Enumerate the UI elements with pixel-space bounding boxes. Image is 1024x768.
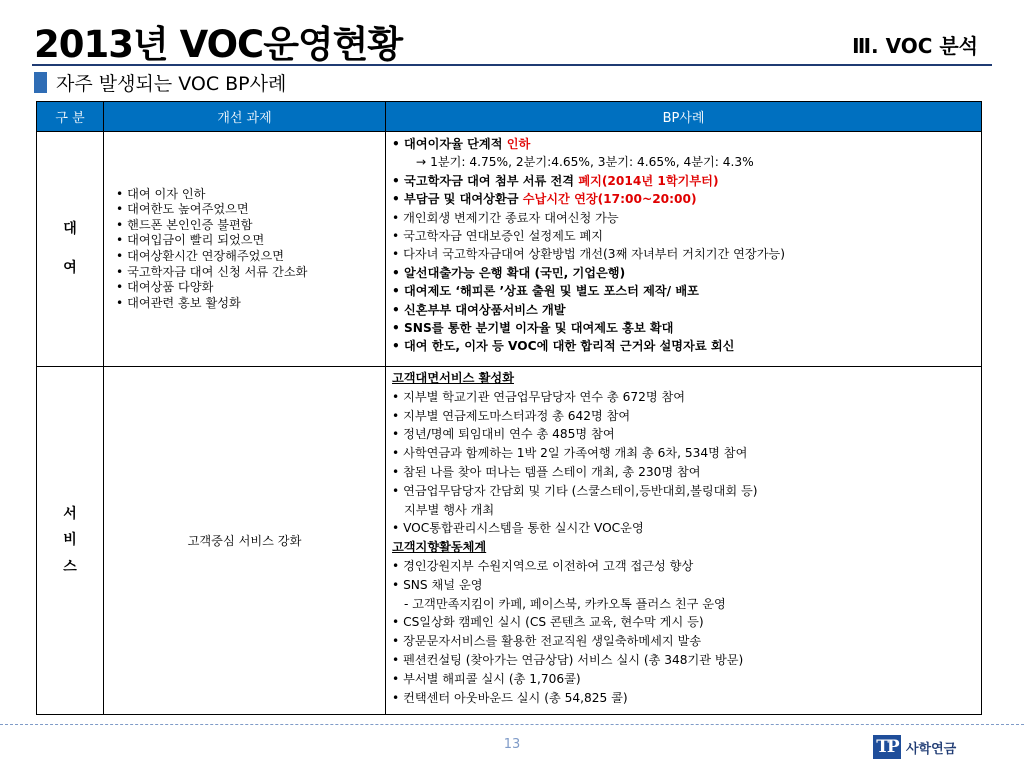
bp-item: • 알선대출가능 은행 확대 (국민, 기업은행) [392,265,626,280]
page-number: 13 [503,737,521,752]
bp-item: • 국고학자금 연대보증인 설정제도 폐지 [392,229,604,244]
category-cell-service [37,367,104,715]
bp-subheading: 고객대면서비스 활성화 [392,371,514,385]
bp-item: • VOC통합관리시스템을 통한 실시간 VOC운영 [392,521,644,536]
footer-divider [0,724,1024,725]
bp-item: • 대여제도 ‘해피론 ’상표 출원 및 별도 포스터 제작/ 배포 [392,284,699,299]
bp-item: • 경인강원지부 수원지역으로 이전하여 고객 접근성 향상 [392,558,694,573]
bp-item: • 펜션컨설팅 (찾아가는 연금상담) 서비스 실시 (총 348기관 방문) [392,652,744,667]
bp-item: • 국고학자금 대여 첨부 서류 전격 폐지(2014년 1학기부터) [392,173,719,188]
bp-item: • 사학연금과 함께하는 1박 2일 가족여행 개최 총 6차, 534명 참여 [392,446,748,461]
bp-item-continuation: - 고객만족지킴이 카페, 페이스북, 카카오톡 플러스 친구 운영 [404,596,726,611]
bullet-square-icon [34,72,47,93]
highlight-text: 폐지(2014년 1학기부터) [578,173,719,188]
category-char: 스 [63,558,77,575]
logo-text: 사학연금 [906,741,957,757]
bp-item: • SNS 채널 운영 [392,577,483,592]
highlight-text: 수납시간 연장(17:00~20:00) [522,192,697,207]
column-header-task: 개선 과제 [104,102,386,132]
task-item: • 대여한도 높여주었으면 [116,202,249,217]
bp-cell-loan [386,132,982,367]
bp-item: • 다자녀 국고학자금대여 상환방법 개선(3째 자녀부터 거치기간 연장가능) [392,247,785,262]
task-item: • 대여입금이 빨리 되었으면 [116,233,265,248]
bp-item-continuation: 지부별 행사 개최 [404,502,495,517]
company-logo [873,735,956,759]
subtitle-text: 자주 발생되는 VOC BP사례 [56,72,287,95]
column-header-category: 구 분 [37,102,104,132]
column-header-bp: BP사례 [386,102,982,132]
bp-item: • 신혼부부 대여상품서비스 개발 [392,302,566,317]
bp-item: • 지부별 연금제도마스터과정 총 642명 참여 [392,408,631,423]
bp-item: • CS일상화 캠페인 실시 (CS 콘텐츠 교육, 현수막 게시 등) [392,615,704,630]
page-title: 2013년 VOC운영현황 [34,23,403,66]
category-char: 비 [63,532,77,549]
bp-cell-service [386,367,982,715]
tp-logo-icon: TP [873,735,901,759]
bp-item: → 1분기: 4.75%, 2분기:4.65%, 3분기: 4.65%, 4분기: 4.3% [416,155,754,170]
task-item: • 국고학자금 대여 신청 서류 간소화 [116,264,308,279]
voc-bp-table [36,101,982,715]
task-item: • 대여관련 홍보 활성화 [116,295,241,310]
bp-item: • SNS를 통한 분기별 이자율 및 대여제도 홍보 확대 [392,321,674,336]
task-item: • 대여상품 다양화 [116,280,214,295]
task-item: • 핸드폰 본인인증 불편함 [116,217,253,232]
table-row-loan [37,132,982,367]
task-cell-loan [104,132,386,367]
task-item: • 대여상환시간 연장해주었으면 [116,249,284,263]
bp-item: • 개인회생 변제기간 종료자 대여신청 가능 [392,210,619,225]
category-char: 대 [63,221,77,238]
bp-item: • 대여 한도, 이자 등 VOC에 대한 합리적 근거와 설명자료 회신 [392,339,735,354]
section-label: Ⅲ. VOC 분석 [852,34,978,58]
category-cell-loan [37,132,104,367]
bp-item: • 컨택센터 아웃바운드 실시 (총 54,825 콜) [392,690,628,705]
bp-item: • 정년/명예 퇴임대비 연수 총 485명 참여 [392,427,615,442]
bp-item: • 부서별 해피콜 실시 (총 1,706콜) [392,671,581,686]
table-header-row [37,102,982,132]
bp-item: • 연금업무담당자 간담회 및 기타 (스쿨스테이,등반대회,볼링대회 등) [392,483,758,498]
subtitle [34,70,286,94]
category-char: 서 [63,505,77,522]
highlight-text: 인하 [506,137,531,151]
bp-item: • 대여이자율 단계적 인하 [392,137,531,151]
task-cell-service: 고객중심 서비스 강화 [104,367,386,715]
title-divider [32,64,992,66]
bp-item: • 장문문자서비스를 활용한 전교직원 생일축하메세지 발송 [392,634,702,649]
bp-item: • 참된 나를 찾아 떠나는 템플 스테이 개최, 총 230명 참여 [392,464,701,479]
bp-subheading: 고객지향활동체계 [392,540,487,555]
category-char: 여 [63,260,77,276]
bp-item: • 지부별 학교기관 연금업무담당자 연수 총 672명 참여 [392,389,686,404]
bp-item: • 부담금 및 대여상환금 수납시간 연장(17:00~20:00) [392,192,697,207]
task-item: • 대여 이자 인하 [116,186,206,201]
table-row-service [37,367,982,715]
